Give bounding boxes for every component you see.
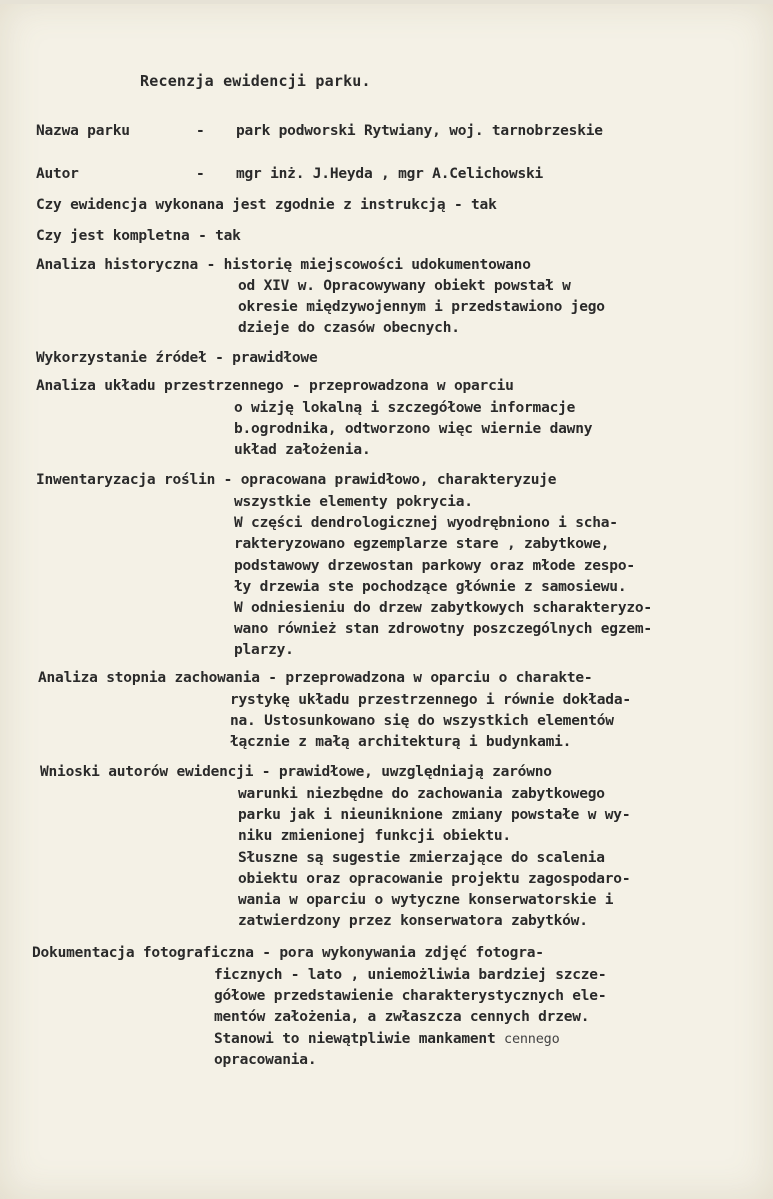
field-label: Autor (36, 166, 79, 182)
text-line: wszystkie elementy pokrycia. (234, 494, 473, 510)
field-analiza-ukladu: Analiza układu przestrzennego - przeprowadzona w oparciu (36, 378, 514, 394)
page-edge (0, 0, 773, 4)
text-line: Słuszne są sugestie zmierzające do scalenia (238, 849, 605, 866)
text-line: Stanowi to niewątpliwie mankament (214, 1030, 496, 1047)
text-line: parku jak i nieuniknione zmiany powstałe w wy- (238, 807, 631, 824)
field-analiza-zachowania-continuation (230, 690, 631, 754)
text-line: od XIV w. Opracowywany obiekt powstał w (238, 278, 571, 294)
text-line: mentów założenia, a zwłaszcza cennych drzew. (214, 1009, 590, 1026)
field-inwentaryzacja-continuation (234, 492, 652, 662)
text-line: ficznych - lato , uniemożliwia bardziej szcze- (214, 967, 607, 983)
field-inwentaryzacja: Inwentaryzacja roślin - opracowana prawidłowo, charakteryzuje (36, 472, 557, 488)
text-line: okresie międzywojennym i przedstawiono jego (238, 299, 605, 316)
field-dokumentacja-continuation (214, 965, 606, 1071)
field-wnioski-continuation (238, 784, 630, 932)
field-zgodnosc: Czy ewidencja wykonana jest zgodnie z instrukcją - tak (36, 197, 497, 213)
field-kompletna: Czy jest kompletna - tak (36, 228, 241, 244)
text-line: rakteryzowano egzemplarze stare , zabytkowe, (234, 536, 610, 553)
text-line: wano również stan zdrowotny poszczególnych egzem- (234, 621, 652, 638)
field-label: Nazwa parku (36, 123, 130, 139)
text-line: opracowania. (214, 1051, 317, 1068)
field-zrodla: Wykorzystanie źródeł - prawidłowe (36, 350, 318, 366)
field-wnioski: Wnioski autorów ewidencji - prawidłowe, uwzględniają zarówno (40, 764, 552, 780)
field-analiza-zachowania: Analiza stopnia zachowania - przeprowadzona w oparciu o charakte- (38, 670, 593, 686)
inserted-word: cennego (504, 1030, 560, 1047)
field-dokumentacja: Dokumentacja fotograficzna - pora wykonywania zdjęć fotogra- (32, 945, 544, 961)
text-line: o wizję lokalną i szczegółowe informacje (234, 400, 576, 416)
text-line: gółowe przedstawienie charakterystycznych ele- (214, 988, 607, 1005)
document-title: Recenzja ewidencji parku. (140, 72, 371, 90)
text-line: dzieje do czasów obecnych. (238, 320, 460, 337)
text-line: układ założenia. (234, 442, 371, 459)
text-line: wania w oparciu o wytyczne konserwatorskie i (238, 891, 614, 908)
text-line: na. Ustosunkowano się do wszystkich elementów (230, 713, 614, 730)
field-analiza-historyczna: Analiza historyczna - historię miejscowości udokumentowano (36, 257, 531, 273)
text-line: podstawowy drzewostan parkowy oraz młode zespo- (234, 557, 635, 574)
field-value: park podworski Rytwiany, woj. tarnobrzeskie (236, 123, 603, 139)
field-analiza-historyczna-continuation (238, 276, 605, 340)
text-line: łącznie z małą architekturą i budynkami. (230, 734, 572, 751)
text-line: W odniesieniu do drzew zabytkowych scharakteryzo- (234, 599, 652, 616)
text-line: b.ogrodnika, odtworzono więc wiernie dawny (234, 421, 593, 438)
field-dash: - (196, 123, 205, 139)
field-value: mgr inż. J.Heyda , mgr A.Celichowski (236, 166, 544, 182)
text-line: obiektu oraz opracowanie projektu zagospodaro- (238, 870, 631, 887)
text-line: rystykę układu przestrzennego i równie dokłada- (230, 692, 631, 708)
text-line: plarzy. (234, 642, 294, 659)
text-line: ły drzewia ste pochodzące głównie z samosiewu. (234, 578, 627, 595)
text-line: W części dendrologicznej wyodrębniono i scha- (234, 515, 618, 532)
text-line-with-insert (214, 1029, 606, 1050)
field-analiza-ukladu-continuation (234, 398, 592, 462)
text-line: warunki niezbędne do zachowania zabytkowego (238, 786, 605, 802)
text-line: niku zmienionej funkcji obiektu. (238, 828, 511, 845)
text-line: zatwierdzony przez konserwatora zabytków. (238, 913, 588, 930)
field-dash: - (196, 166, 205, 182)
